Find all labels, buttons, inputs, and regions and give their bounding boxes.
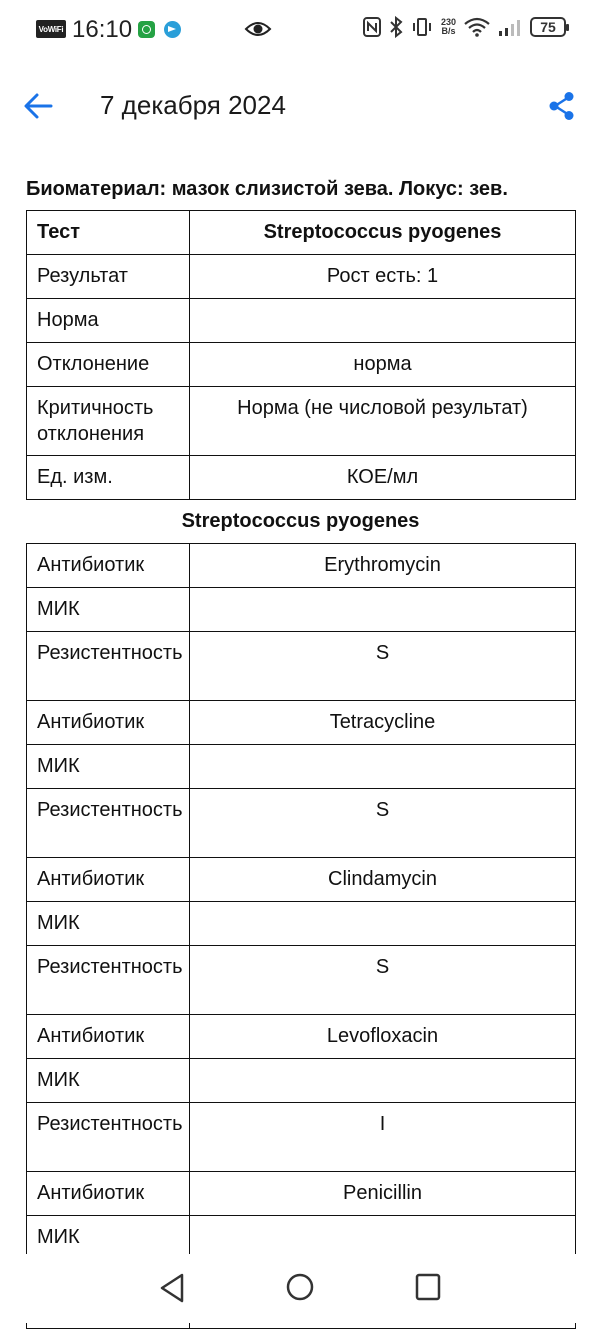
antibiotic-label: Антибиотик <box>27 858 190 902</box>
resistance-label: Резистентность <box>27 632 190 701</box>
battery-icon: 75 <box>530 17 566 37</box>
antibiotic-name: Tetracycline <box>190 701 576 745</box>
antibiotic-name: Clindamycin <box>190 858 576 902</box>
antibiotic-label: Антибиотик <box>27 701 190 745</box>
resistance-label: Резистентность <box>27 789 190 858</box>
vowifi-badge: VoWiFi <box>36 20 66 38</box>
net-speed: 230 B/s <box>440 17 456 36</box>
back-button[interactable] <box>16 84 60 128</box>
wifi-icon <box>464 17 490 37</box>
app-bar <box>0 72 600 142</box>
antibiotic-label: Антибиотик <box>27 544 190 588</box>
table-row <box>27 902 576 946</box>
test-table <box>26 210 576 500</box>
row-value: Норма (не числовой результат) <box>190 387 576 456</box>
nav-home-icon[interactable] <box>286 1272 314 1302</box>
antibiotic-name: Erythromycin <box>190 544 576 588</box>
vibrate-icon <box>411 17 433 37</box>
arrow-left-icon <box>23 93 53 119</box>
mic-label: МИК <box>27 588 190 632</box>
table-row <box>27 632 576 701</box>
table-row <box>27 1216 576 1260</box>
status-time: 16:10 <box>72 16 133 43</box>
navigation-bar <box>0 1254 600 1323</box>
test-header-label: Тест <box>27 211 190 255</box>
mic-value <box>190 745 576 789</box>
table-row <box>27 255 576 299</box>
row-label: Отклонение <box>27 343 190 387</box>
table-row <box>27 387 576 456</box>
table-row <box>27 588 576 632</box>
row-label: Норма <box>27 299 190 343</box>
table-row <box>27 1172 576 1216</box>
mic-value <box>190 902 576 946</box>
signal-icon <box>498 18 522 36</box>
table-row <box>27 1059 576 1103</box>
antibiogram-caption: Streptococcus pyogenes <box>181 510 420 532</box>
table-row <box>27 456 576 500</box>
share-button[interactable] <box>540 84 584 128</box>
status-bar <box>0 0 600 60</box>
antibiogram-table <box>26 543 576 1329</box>
resistance-value: S <box>190 789 576 858</box>
antibiotic-name: Levofloxacin <box>190 1015 576 1059</box>
mic-value <box>190 1059 576 1103</box>
row-label: Критичность отклонения <box>27 387 190 456</box>
table-row <box>27 789 576 858</box>
nfc-icon <box>363 17 381 37</box>
report-content[interactable] <box>26 172 575 1254</box>
mic-label: МИК <box>27 1216 190 1260</box>
table-row <box>27 946 576 1015</box>
table-row <box>27 544 576 588</box>
mic-value <box>190 588 576 632</box>
mic-label: МИК <box>27 1059 190 1103</box>
resistance-value: I <box>190 1103 576 1172</box>
table-row <box>27 299 576 343</box>
row-label: Ед. изм. <box>27 456 190 500</box>
table-row <box>27 1015 576 1059</box>
resistance-label: Резистентность <box>27 1103 190 1172</box>
nav-recents-icon[interactable] <box>414 1272 442 1302</box>
row-value: Рост есть: 1 <box>190 255 576 299</box>
table-row <box>27 858 576 902</box>
whatsapp-icon <box>138 21 155 38</box>
biomaterial-heading: Биоматериал: мазок слизистой зева. Локус: зев. <box>26 178 508 200</box>
resistance-value: S <box>190 632 576 701</box>
table-row <box>27 343 576 387</box>
eye-icon <box>245 19 271 39</box>
share-icon <box>548 91 576 121</box>
page-title: 7 декабря 2024 <box>100 90 286 120</box>
table-row <box>27 701 576 745</box>
row-value: норма <box>190 343 576 387</box>
mic-label: МИК <box>27 745 190 789</box>
mic-label: МИК <box>27 902 190 946</box>
test-header-organism: Streptococcus pyogenes <box>190 211 576 255</box>
telegram-icon <box>164 21 181 38</box>
antibiotic-name: Penicillin <box>190 1172 576 1216</box>
antibiotic-label: Антибиотик <box>27 1172 190 1216</box>
antibiotic-label: Антибиотик <box>27 1015 190 1059</box>
table-row <box>27 745 576 789</box>
row-value <box>190 299 576 343</box>
resistance-value: S <box>190 946 576 1015</box>
mic-value <box>190 1216 576 1260</box>
bluetooth-icon <box>389 16 403 38</box>
table-row <box>27 1103 576 1172</box>
row-label: Результат <box>27 255 190 299</box>
row-value: КОЕ/мл <box>190 456 576 500</box>
resistance-label: Резистентность <box>27 946 190 1015</box>
nav-back-icon[interactable] <box>158 1272 186 1304</box>
